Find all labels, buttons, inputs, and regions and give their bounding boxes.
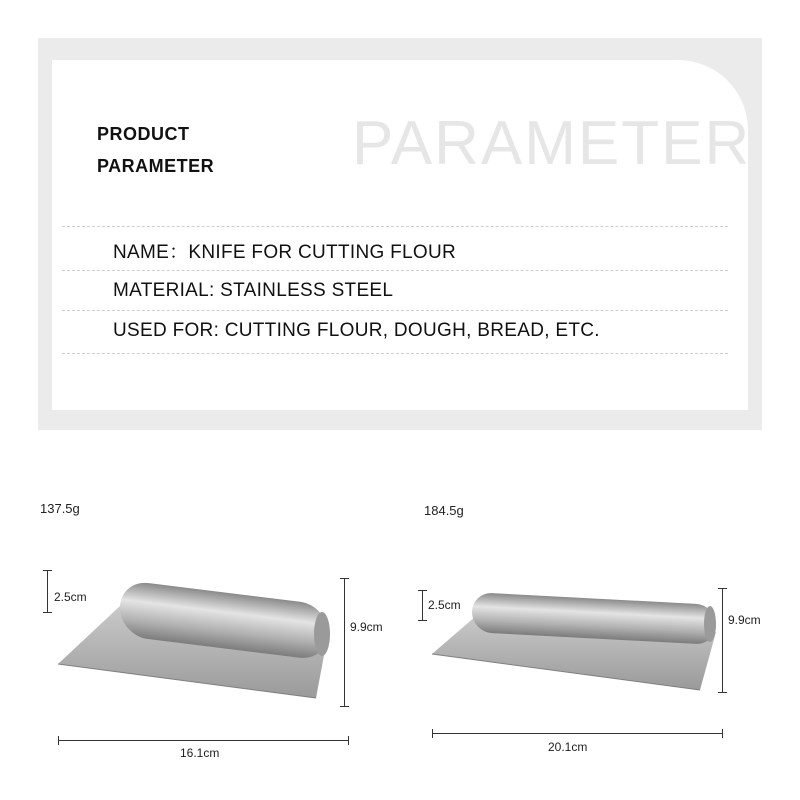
product-parameter-heading	[97, 118, 214, 182]
tick	[418, 620, 427, 621]
product-2-handle-dimension-line	[422, 590, 423, 620]
divider	[62, 226, 728, 227]
product-1-weight: 137.5g	[40, 501, 80, 516]
divider	[62, 270, 728, 271]
tick	[43, 570, 52, 571]
product-1-width-dimension-line	[58, 740, 348, 741]
param-row-material: MATERIAL: STAINLESS STEEL	[113, 280, 394, 301]
param-row-used-for: USED FOR: CUTTING FLOUR, DOUGH, BREAD, ETC.	[113, 320, 600, 341]
product-1-handle-height: 2.5cm	[54, 590, 87, 604]
tick	[58, 736, 59, 745]
tick	[340, 578, 349, 579]
tick	[43, 612, 52, 613]
tick	[718, 588, 727, 589]
tick	[722, 729, 723, 738]
divider	[62, 310, 728, 311]
parameter-watermark: PARAMETER	[352, 109, 752, 178]
product-2-weight: 184.5g	[424, 503, 464, 518]
product-1-scraper-image	[58, 574, 334, 704]
tick	[718, 692, 727, 693]
divider	[62, 353, 728, 354]
tick	[340, 706, 349, 707]
heading-line-2: PARAMETER	[97, 156, 215, 176]
product-2-width-dimension-line	[432, 733, 722, 734]
product-1-handle-dimension-line	[47, 570, 48, 612]
tick	[432, 729, 433, 738]
param-row-name: NAME：KNIFE FOR CUTTING FLOUR	[113, 242, 457, 263]
product-1-total-height: 9.9cm	[350, 620, 383, 634]
tick	[348, 736, 349, 745]
heading-line-1: PRODUCT	[97, 124, 190, 144]
product-2-total-height: 9.9cm	[728, 613, 761, 627]
product-2-width: 20.1cm	[548, 740, 588, 754]
product-1-width: 16.1cm	[180, 746, 220, 760]
product-2-scraper-image	[432, 590, 722, 694]
tick	[418, 590, 427, 591]
product-2-height-dimension-line	[722, 588, 723, 692]
product-1-height-dimension-line	[344, 578, 345, 706]
product-2-handle-height: 2.5cm	[428, 598, 461, 612]
